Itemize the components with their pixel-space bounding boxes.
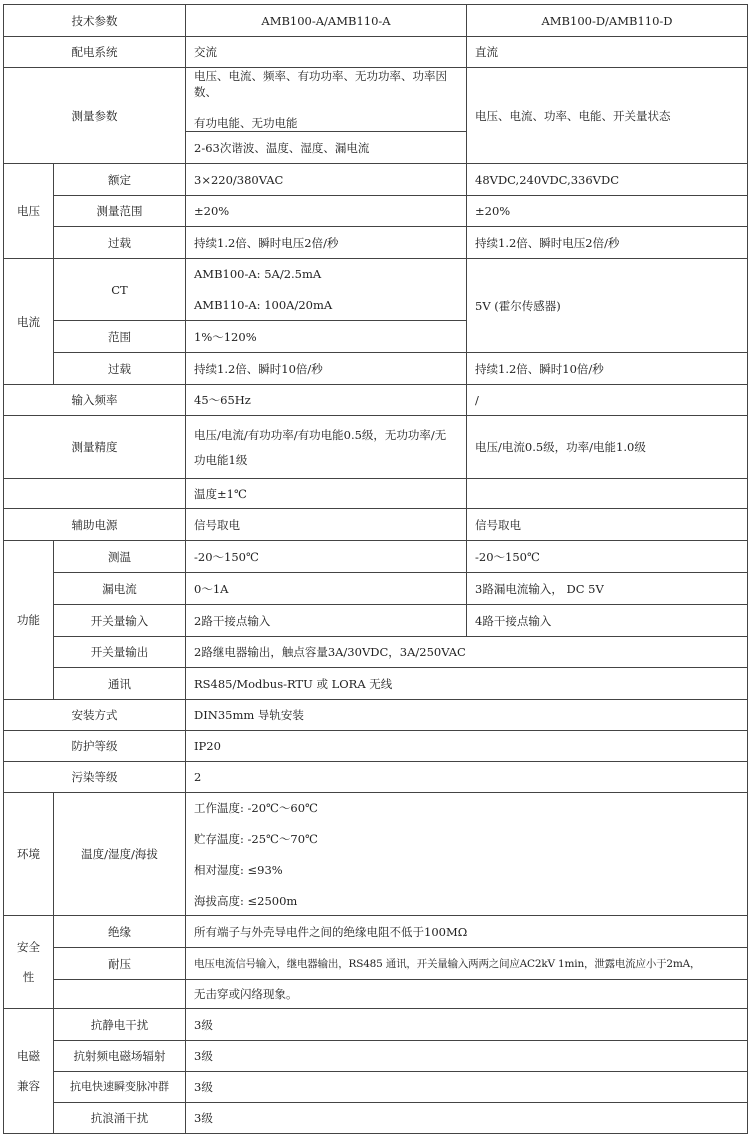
- environment-line2: 贮存温度: -25℃～70℃: [194, 831, 318, 846]
- table-row: [4, 68, 748, 132]
- function-leakage-a: 0～1A: [186, 573, 467, 605]
- function-temp-d: -20～150℃: [467, 541, 748, 573]
- insulation-label: 绝缘: [54, 916, 186, 948]
- table-row: [4, 164, 748, 196]
- pollution-label: 污染等级: [4, 762, 186, 793]
- table-row: [4, 37, 748, 68]
- current-ct-a: [186, 259, 467, 321]
- measure-params-a-line2: 有功电能、无功电能: [194, 116, 298, 130]
- table-row: [4, 668, 748, 700]
- emc-surge-value: 3级: [186, 1103, 748, 1134]
- environment-line4: 海拔高度: ≤2500m: [194, 893, 298, 908]
- voltage-range-a: ±20%: [186, 196, 467, 227]
- header-col-a: AMB100-A/AMB110-A: [186, 5, 467, 37]
- distribution-label: 配电系统: [4, 37, 186, 68]
- table-row: [4, 385, 748, 416]
- function-switch-in-a: 2路干接点输入: [186, 605, 467, 637]
- table-row: [4, 509, 748, 541]
- function-switch-out-label: 开关量输出: [54, 637, 186, 668]
- environment-line1: 工作温度: -20℃～60℃: [194, 800, 318, 815]
- measure-params-a-line3: 2-63次谐波、温度、湿度、漏电流: [186, 132, 467, 164]
- table-row: [4, 541, 748, 573]
- withstand-value-line2: 无击穿或闪络现象。: [186, 980, 748, 1009]
- table-row: [4, 1072, 748, 1103]
- emc-rf-label: 抗射频电磁场辐射: [54, 1041, 186, 1072]
- current-group: 电流: [4, 259, 54, 385]
- voltage-overload-d: 持续1.2倍、瞬时电压2倍/秒: [467, 227, 748, 259]
- function-group: 功能: [4, 541, 54, 700]
- table-row: [4, 196, 748, 227]
- voltage-rated-label: 额定: [54, 164, 186, 196]
- current-overload-label: 过载: [54, 353, 186, 385]
- header-param: 技术参数: [4, 5, 186, 37]
- table-row: [4, 479, 748, 509]
- accuracy-a: [186, 416, 467, 479]
- current-overload-a: 持续1.2倍、瞬时10倍/秒: [186, 353, 467, 385]
- voltage-range-d: ±20%: [467, 196, 748, 227]
- input-freq-a: 45～65Hz: [186, 385, 467, 416]
- measure-params-a-line1: 电压、电流、频率、有功功率、无功功率、功率因数、: [194, 69, 447, 99]
- aux-power-a: 信号取电: [186, 509, 467, 541]
- environment-line3: 相对湿度: ≤93%: [194, 862, 283, 877]
- withstand-value-line1: 电压电流信号输入，继电器输出，RS485 通讯，开关量输入两两之间应AC2kV 1min，泄露电流应小于2mA，: [186, 948, 748, 980]
- accuracy-temp-d-blank: [467, 479, 748, 509]
- safety-group: [4, 916, 54, 1009]
- emc-eft-label: 抗电快速瞬变脉冲群: [54, 1072, 186, 1103]
- input-freq-label: 输入频率: [4, 385, 186, 416]
- current-ct-a-line2: AMB110-A: 100A/20mA: [194, 298, 333, 312]
- function-temp-label: 测温: [54, 541, 186, 573]
- install-value: DIN35mm 导轨安装: [186, 700, 748, 731]
- aux-power-label: 辅助电源: [4, 509, 186, 541]
- table-row: [4, 980, 748, 1009]
- function-switch-in-label: 开关量输入: [54, 605, 186, 637]
- withstand-label-blank: [54, 980, 186, 1009]
- accuracy-blank: [4, 479, 186, 509]
- table-row: [4, 700, 748, 731]
- header-col-d: AMB100-D/AMB110-D: [467, 5, 748, 37]
- table-row: [4, 916, 748, 948]
- measure-params-d: 电压、电流、功率、电能、开关量状态: [467, 68, 748, 164]
- measure-params-a: [186, 68, 467, 132]
- pollution-value: 2: [186, 762, 748, 793]
- table-row: [4, 573, 748, 605]
- table-row: [4, 637, 748, 668]
- table-row: [4, 1009, 748, 1041]
- environment-values: [186, 793, 748, 916]
- protection-value: IP20: [186, 731, 748, 762]
- emc-group: [4, 1009, 54, 1134]
- voltage-range-label: 测量范围: [54, 196, 186, 227]
- voltage-rated-d: 48VDC,240VDC,336VDC: [467, 164, 748, 196]
- table-row: [4, 762, 748, 793]
- table-row: [4, 353, 748, 385]
- emc-esd-value: 3级: [186, 1009, 748, 1041]
- install-label: 安装方式: [4, 700, 186, 731]
- emc-group-line1: 电磁: [17, 1049, 40, 1063]
- function-temp-a: -20～150℃: [186, 541, 467, 573]
- current-overload-d: 持续1.2倍、瞬时10倍/秒: [467, 353, 748, 385]
- current-range-label: 范围: [54, 321, 186, 353]
- table-row: [4, 259, 748, 321]
- function-comm-value: RS485/Modbus-RTU 或 LORA 无线: [186, 668, 748, 700]
- aux-power-d: 信号取电: [467, 509, 748, 541]
- emc-surge-label: 抗浪涌干扰: [54, 1103, 186, 1134]
- table-header-row: [4, 5, 748, 37]
- function-leakage-d: 3路漏电流输入， DC 5V: [467, 573, 748, 605]
- table-row: [4, 731, 748, 762]
- voltage-overload-a: 持续1.2倍、瞬时电压2倍/秒: [186, 227, 467, 259]
- function-comm-label: 通讯: [54, 668, 186, 700]
- current-ct-label: CT: [54, 259, 186, 321]
- table-row: [4, 227, 748, 259]
- accuracy-a-line1: 电压/电流/有功功率/有功电能0.5级，无功功率/无: [194, 427, 447, 442]
- voltage-rated-a: 3×220/380VAC: [186, 164, 467, 196]
- distribution-a: 交流: [186, 37, 467, 68]
- current-range-a: 1%～120%: [186, 321, 467, 353]
- environment-group: 环境: [4, 793, 54, 916]
- voltage-group: 电压: [4, 164, 54, 259]
- spec-table: [3, 4, 748, 1134]
- current-ct-d: 5V (霍尔传感器): [467, 259, 748, 353]
- accuracy-temp: 温度±1℃: [186, 479, 467, 509]
- function-leakage-label: 漏电流: [54, 573, 186, 605]
- insulation-value: 所有端子与外壳导电件之间的绝缘电阻不低于100MΩ: [186, 916, 748, 948]
- measure-params-label: 测量参数: [4, 68, 186, 164]
- safety-group-line2: 性: [22, 970, 35, 984]
- emc-eft-value: 3级: [186, 1072, 748, 1103]
- emc-esd-label: 抗静电干扰: [54, 1009, 186, 1041]
- table-row: [4, 1041, 748, 1072]
- function-switch-out-value: 2路继电器输出，触点容量3A/30VDC，3A/250VAC: [186, 637, 748, 668]
- accuracy-d: 电压/电流0.5级，功率/电能1.0级: [467, 416, 748, 479]
- accuracy-label: 测量精度: [4, 416, 186, 479]
- distribution-d: 直流: [467, 37, 748, 68]
- table-row: [4, 1103, 748, 1134]
- table-row: [4, 605, 748, 637]
- protection-label: 防护等级: [4, 731, 186, 762]
- withstand-label: 耐压: [54, 948, 186, 980]
- table-row: [4, 416, 748, 479]
- table-row: [4, 793, 748, 916]
- function-switch-in-d: 4路干接点输入: [467, 605, 748, 637]
- voltage-overload-label: 过载: [54, 227, 186, 259]
- table-row: [4, 948, 748, 980]
- current-ct-a-line1: AMB100-A: 5A/2.5mA: [194, 267, 322, 281]
- emc-rf-value: 3级: [186, 1041, 748, 1072]
- input-freq-d: /: [467, 385, 748, 416]
- emc-group-line2: 兼容: [17, 1079, 40, 1093]
- safety-group-line1: 安全: [17, 940, 40, 954]
- accuracy-a-line2: 功电能1级: [194, 452, 248, 467]
- environment-label: 温度/湿度/海拔: [54, 793, 186, 916]
